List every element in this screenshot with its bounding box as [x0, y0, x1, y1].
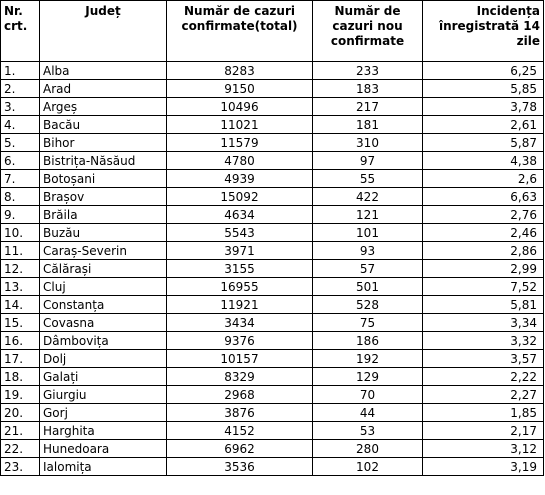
- header-judet: Județ: [40, 1, 167, 62]
- new-cases-cell: 217: [313, 98, 423, 116]
- row-number-cell: 16.: [1, 332, 40, 350]
- new-cases-cell: 75: [313, 314, 423, 332]
- new-cases-cell: 422: [313, 188, 423, 206]
- total-cases-cell: 10157: [167, 350, 313, 368]
- table-row: [1, 116, 544, 134]
- incidence-cell: 5,81: [423, 296, 544, 314]
- total-cases-cell: 15092: [167, 188, 313, 206]
- new-cases-cell: 44: [313, 404, 423, 422]
- new-cases-cell: 280: [313, 440, 423, 458]
- total-cases-cell: 6962: [167, 440, 313, 458]
- total-cases-cell: 10496: [167, 98, 313, 116]
- row-number-cell: 18.: [1, 368, 40, 386]
- total-cases-cell: 4780: [167, 152, 313, 170]
- new-cases-cell: 192: [313, 350, 423, 368]
- table-row: [1, 206, 544, 224]
- header-new-cases: Număr de cazuri nou confirmate: [313, 1, 423, 62]
- table-row: [1, 296, 544, 314]
- row-number-cell: 22.: [1, 440, 40, 458]
- total-cases-cell: 9376: [167, 332, 313, 350]
- table-row: [1, 350, 544, 368]
- total-cases-cell: 4939: [167, 170, 313, 188]
- new-cases-cell: 93: [313, 242, 423, 260]
- row-number-cell: 14.: [1, 296, 40, 314]
- row-number-cell: 3.: [1, 98, 40, 116]
- new-cases-cell: 55: [313, 170, 423, 188]
- row-number-cell: 1.: [1, 62, 40, 80]
- table-row: [1, 404, 544, 422]
- row-number-cell: 10.: [1, 224, 40, 242]
- row-number-cell: 11.: [1, 242, 40, 260]
- incidence-cell: 5,87: [423, 134, 544, 152]
- table-row: [1, 278, 544, 296]
- row-number-cell: 7.: [1, 170, 40, 188]
- new-cases-cell: 181: [313, 116, 423, 134]
- county-cell: Arad: [40, 80, 167, 98]
- row-number-cell: 15.: [1, 314, 40, 332]
- incidence-cell: 1,85: [423, 404, 544, 422]
- county-cell: Brăila: [40, 206, 167, 224]
- incidence-cell: 7,52: [423, 278, 544, 296]
- county-cell: Gorj: [40, 404, 167, 422]
- new-cases-cell: 310: [313, 134, 423, 152]
- new-cases-cell: 233: [313, 62, 423, 80]
- new-cases-cell: 129: [313, 368, 423, 386]
- row-number-cell: 23.: [1, 458, 40, 476]
- county-cell: Brașov: [40, 188, 167, 206]
- total-cases-cell: 2968: [167, 386, 313, 404]
- table-body: [1, 62, 544, 476]
- table-row: [1, 314, 544, 332]
- row-number-cell: 12.: [1, 260, 40, 278]
- total-cases-cell: 4634: [167, 206, 313, 224]
- incidence-cell: 3,19: [423, 458, 544, 476]
- county-cell: Constanța: [40, 296, 167, 314]
- total-cases-cell: 11021: [167, 116, 313, 134]
- total-cases-cell: 11921: [167, 296, 313, 314]
- header-row: [1, 1, 544, 62]
- row-number-cell: 20.: [1, 404, 40, 422]
- incidence-cell: 3,32: [423, 332, 544, 350]
- table-row: [1, 386, 544, 404]
- county-cell: Bistrița-Năsăud: [40, 152, 167, 170]
- new-cases-cell: 501: [313, 278, 423, 296]
- county-cell: Covasna: [40, 314, 167, 332]
- incidence-cell: 6,25: [423, 62, 544, 80]
- county-cell: Botoșani: [40, 170, 167, 188]
- incidence-cell: 6,63: [423, 188, 544, 206]
- incidence-cell: 2,46: [423, 224, 544, 242]
- table-row: [1, 440, 544, 458]
- table-row: [1, 188, 544, 206]
- total-cases-cell: 3536: [167, 458, 313, 476]
- incidence-cell: 4,38: [423, 152, 544, 170]
- new-cases-cell: 70: [313, 386, 423, 404]
- table-row: [1, 242, 544, 260]
- incidence-cell: 3,12: [423, 440, 544, 458]
- table-row: [1, 368, 544, 386]
- new-cases-cell: 121: [313, 206, 423, 224]
- row-number-cell: 6.: [1, 152, 40, 170]
- new-cases-cell: 57: [313, 260, 423, 278]
- row-number-cell: 4.: [1, 116, 40, 134]
- county-cell: Cluj: [40, 278, 167, 296]
- table-row: [1, 422, 544, 440]
- total-cases-cell: 16955: [167, 278, 313, 296]
- header-total-cases: Număr de cazuri confirmate(total): [167, 1, 313, 62]
- new-cases-cell: 53: [313, 422, 423, 440]
- table-row: [1, 80, 544, 98]
- total-cases-cell: 5543: [167, 224, 313, 242]
- total-cases-cell: 3971: [167, 242, 313, 260]
- table-row: [1, 62, 544, 80]
- county-cell: Buzău: [40, 224, 167, 242]
- county-cell: Călărași: [40, 260, 167, 278]
- row-number-cell: 19.: [1, 386, 40, 404]
- new-cases-cell: 101: [313, 224, 423, 242]
- new-cases-cell: 528: [313, 296, 423, 314]
- incidence-cell: 2,27: [423, 386, 544, 404]
- county-cell: Argeș: [40, 98, 167, 116]
- total-cases-cell: 9150: [167, 80, 313, 98]
- row-number-cell: 21.: [1, 422, 40, 440]
- county-cell: Galați: [40, 368, 167, 386]
- county-cell: Bacău: [40, 116, 167, 134]
- incidence-cell: 5,85: [423, 80, 544, 98]
- total-cases-cell: 8283: [167, 62, 313, 80]
- table-row: [1, 134, 544, 152]
- header-incidence-14-days: Incidența înregistrată 14 zile: [423, 1, 544, 62]
- table-row: [1, 98, 544, 116]
- county-cell: Alba: [40, 62, 167, 80]
- table-row: [1, 152, 544, 170]
- new-cases-cell: 97: [313, 152, 423, 170]
- county-cell: Harghita: [40, 422, 167, 440]
- county-cell: Hunedoara: [40, 440, 167, 458]
- table-row: [1, 224, 544, 242]
- total-cases-cell: 3876: [167, 404, 313, 422]
- incidence-cell: 3,78: [423, 98, 544, 116]
- new-cases-cell: 102: [313, 458, 423, 476]
- incidence-cell: 2,61: [423, 116, 544, 134]
- incidence-cell: 3,34: [423, 314, 544, 332]
- row-number-cell: 8.: [1, 188, 40, 206]
- header-nr-crt: Nr. crt.: [1, 1, 40, 62]
- row-number-cell: 9.: [1, 206, 40, 224]
- table-row: [1, 458, 544, 476]
- total-cases-cell: 3434: [167, 314, 313, 332]
- county-cell: Dâmbovița: [40, 332, 167, 350]
- incidence-cell: 2,76: [423, 206, 544, 224]
- county-cell: Ialomița: [40, 458, 167, 476]
- row-number-cell: 13.: [1, 278, 40, 296]
- incidence-cell: 2,17: [423, 422, 544, 440]
- total-cases-cell: 3155: [167, 260, 313, 278]
- county-cell: Caraș-Severin: [40, 242, 167, 260]
- new-cases-cell: 183: [313, 80, 423, 98]
- county-cell: Bihor: [40, 134, 167, 152]
- table-row: [1, 170, 544, 188]
- total-cases-cell: 8329: [167, 368, 313, 386]
- total-cases-cell: 4152: [167, 422, 313, 440]
- incidence-cell: 3,57: [423, 350, 544, 368]
- table-row: [1, 332, 544, 350]
- table-row: [1, 260, 544, 278]
- incidence-cell: 2,86: [423, 242, 544, 260]
- incidence-cell: 2,22: [423, 368, 544, 386]
- incidence-cell: 2,99: [423, 260, 544, 278]
- table-header: [1, 1, 544, 62]
- county-cell: Giurgiu: [40, 386, 167, 404]
- row-number-cell: 5.: [1, 134, 40, 152]
- row-number-cell: 2.: [1, 80, 40, 98]
- incidence-cell: 2,6: [423, 170, 544, 188]
- county-cell: Dolj: [40, 350, 167, 368]
- new-cases-cell: 186: [313, 332, 423, 350]
- row-number-cell: 17.: [1, 350, 40, 368]
- total-cases-cell: 11579: [167, 134, 313, 152]
